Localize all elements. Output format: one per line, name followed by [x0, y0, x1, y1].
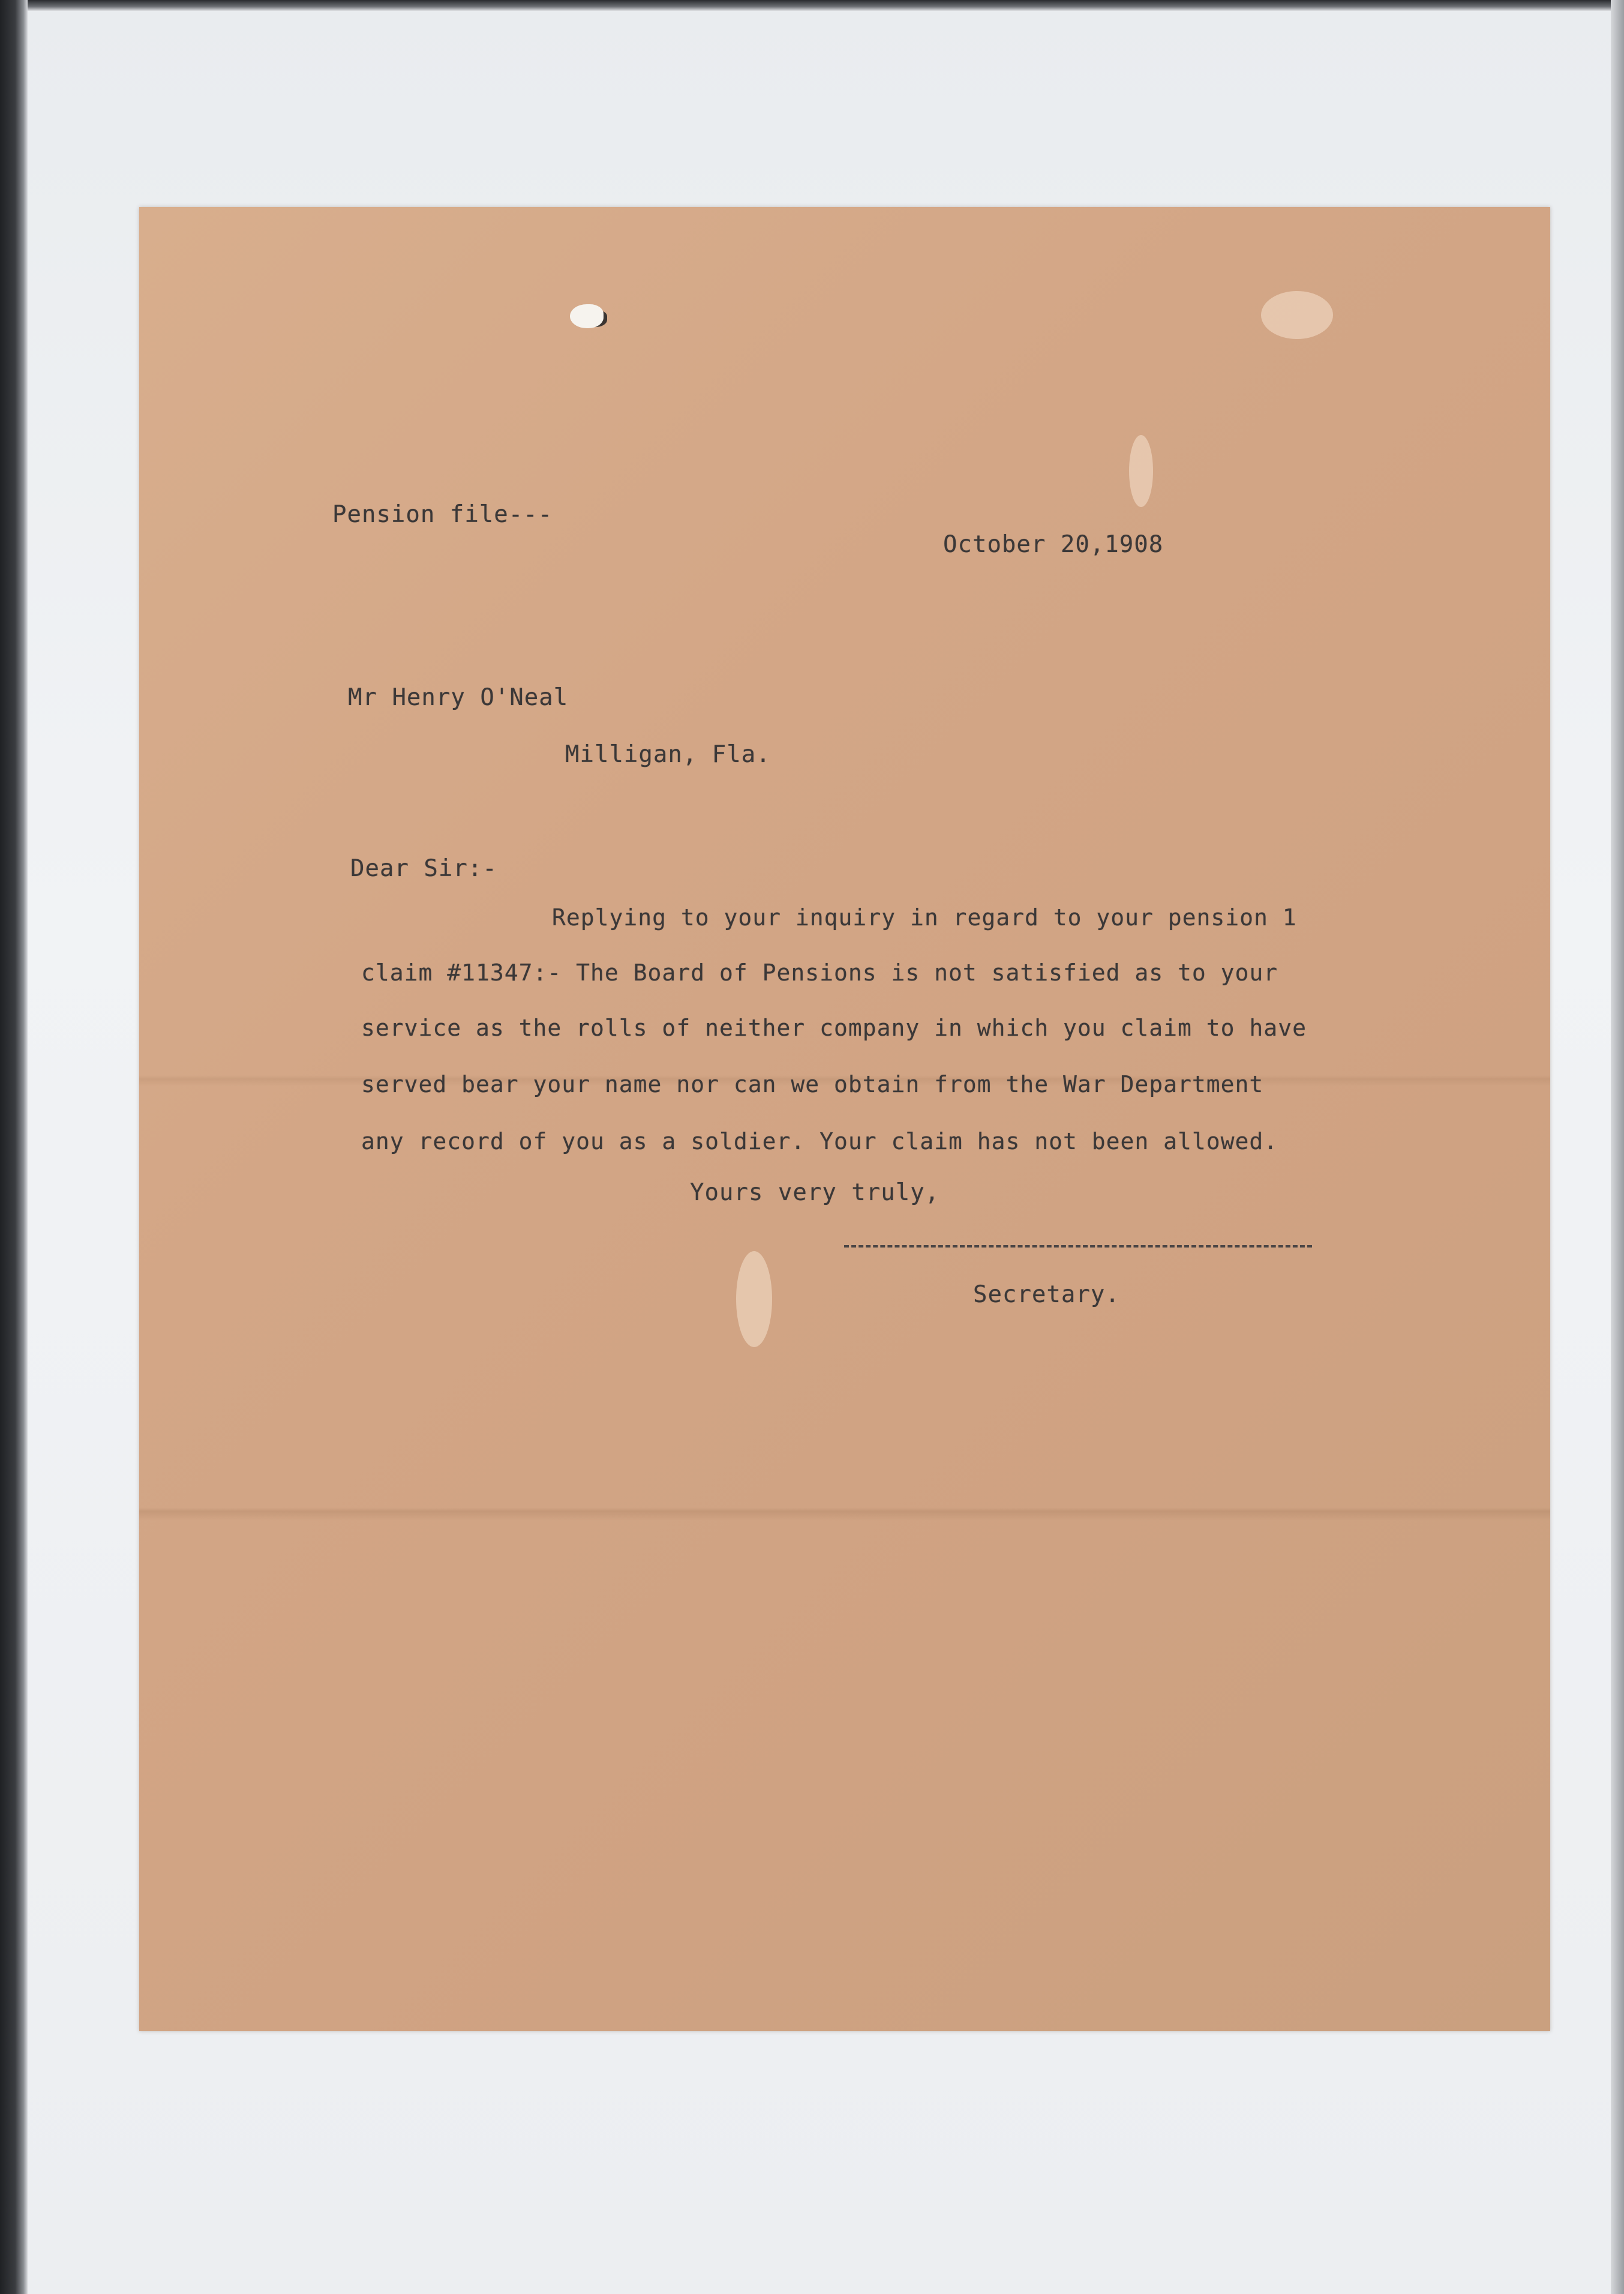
- recipient-name: Mr Henry O'Neal: [348, 684, 569, 711]
- signature-title: Secretary.: [973, 1281, 1120, 1308]
- scanner-top-edge: [0, 0, 1624, 11]
- paper-stain: [1129, 435, 1153, 507]
- body-line: served bear your name nor can we obtain from the War Department: [361, 1071, 1264, 1097]
- paper-stain: [736, 1251, 772, 1347]
- letter-date: October 20,1908: [943, 531, 1164, 558]
- body-line: Replying to your inquiry in regard to your pension 1: [552, 904, 1297, 931]
- letter-sheet: [139, 207, 1550, 2031]
- file-label: Pension file---: [332, 501, 553, 528]
- scanner-left-edge: [0, 0, 28, 2294]
- body-line: claim #11347:- The Board of Pensions is not satisfied as to your: [361, 959, 1278, 986]
- signature-line: [844, 1245, 1312, 1248]
- body-line: any record of you as a soldier. Your claim has not been allowed.: [361, 1128, 1278, 1155]
- recipient-place: Milligan, Fla.: [565, 741, 771, 768]
- salutation: Dear Sir:-: [350, 855, 497, 882]
- closing: Yours very truly,: [690, 1179, 940, 1206]
- punch-hole: [570, 304, 604, 328]
- body-line: service as the rolls of neither company in which you claim to have: [361, 1015, 1307, 1041]
- scanner-right-edge: [1611, 0, 1624, 2294]
- paper-stain: [1261, 291, 1333, 339]
